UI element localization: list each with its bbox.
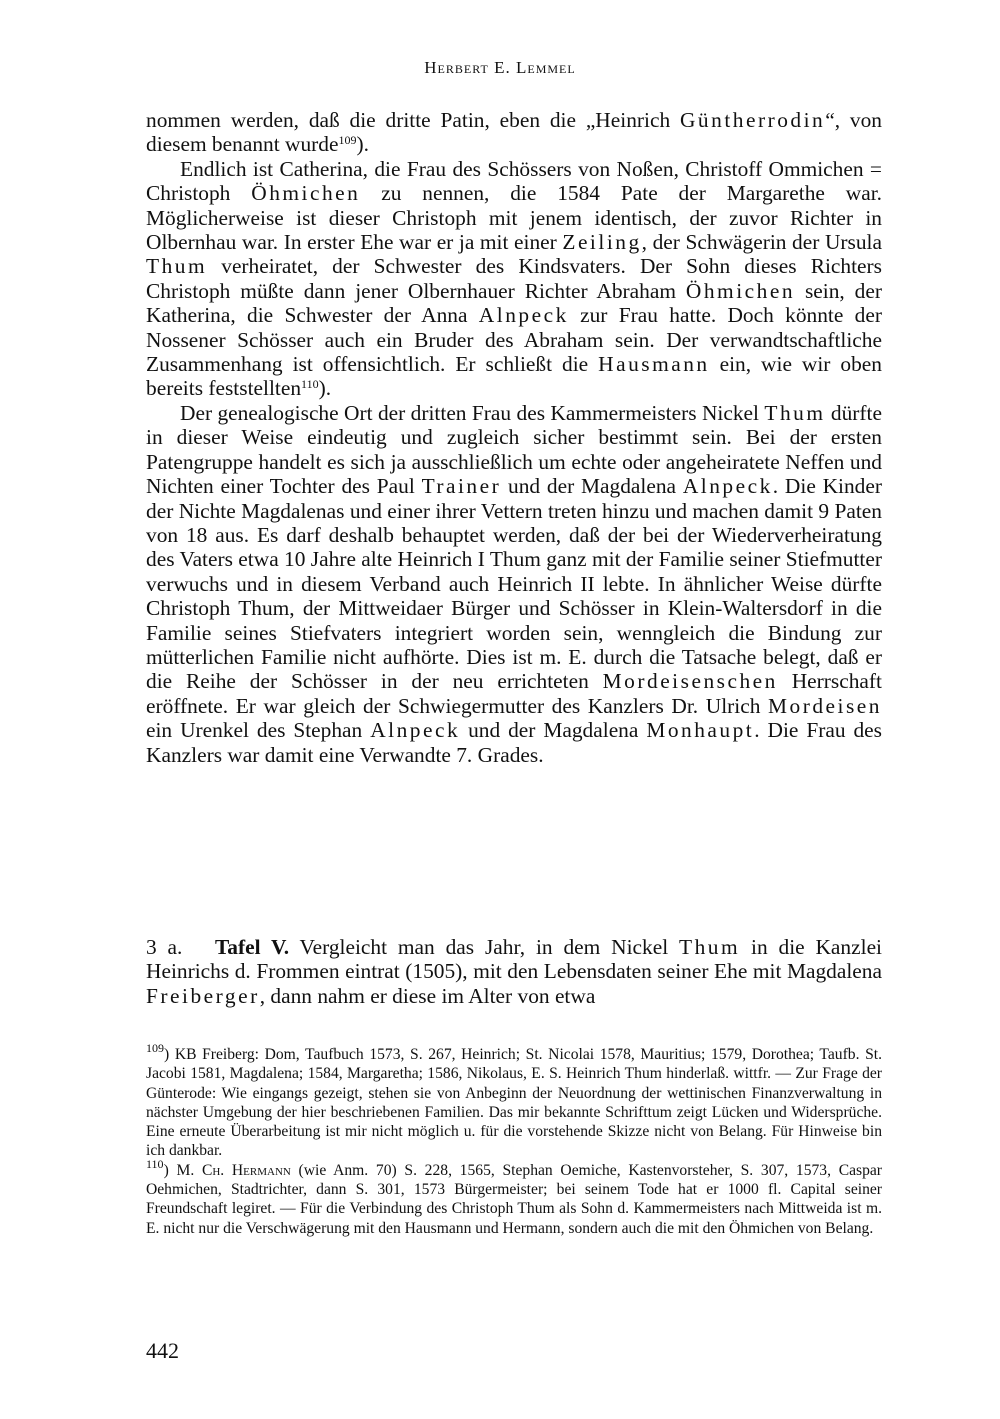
text-run: ). (356, 132, 369, 157)
text-run: Der genealogische Ort der dritten Frau des Kammermeisters Nickel (180, 400, 765, 425)
footnotes (146, 1041, 883, 1238)
spaced-name: Monhaupt (646, 718, 755, 743)
paragraph-catherina (146, 157, 882, 401)
text-run: , dann nahm er diese im Alter von etwa (259, 983, 596, 1008)
footnote-text: ) KB Freiberg: Dom, Taufbuch 1573, S. 267, Heinrich; St. Nicolai 1578, Mauritius; 1579, Dorothea; Taufb. St. Jacobi 1581, Magdalena; 1584, Margaretha; 1586, Nikolaus, E. S. Heinrich Thum hinderlaß. wittfr. — Zur Frage der Günterode: Wie eingangs gezeigt, stehen sie von Anbeginn der Neuordnung der wettinischen Finanzverwaltung in nächster Umgebung der hier beschriebenen Familien. Das mir bekannte Schrifttum zeigt Lücken und Widersprüche. Eine erneute Überarbeitung ist mir nicht möglich u. für die vorstehende Skizze nicht von Belang. Für Hinweise bin ich dankbar. (146, 1046, 882, 1160)
text-run: , der Schwägerin der Ursula (641, 230, 882, 255)
text-run: sein, der Katherina, die Schwester der Anna (146, 278, 882, 328)
text-run: “, von diesem benannt wurde (146, 108, 882, 157)
spaced-name: Thum (146, 254, 208, 279)
text-run: verheiratet, der Schwester des Kindsvaters. Der Sohn dieses Richters Christoph müßte dann jener Olbernhauer Richter Abraham (146, 254, 882, 303)
text-run: ein, wie wir oben bereits feststellten (146, 352, 882, 401)
footnote-text: (wie Anm. 70) S. 228, 1565, Stephan Oemiche, Kastenvorsteher, S. 307, 1573, Caspar Oehmichen, Stadtrichter, dann S. 301, 1573 Bürgermeister; bei seinem Tode hat er 1000 fl. Capital seiner Freundschaft legiret. — Für die Verbindung des Christoph Thum als Sohn d. Kammermeisters nach Mittweida ist m. E. nicht nur die Verschwägerung mit den Hausmann und Hermann, sondern auch die mit den Öhmichen von Belang. (146, 1161, 883, 1237)
spaced-name: Trainer (421, 474, 502, 499)
section-3a (146, 935, 882, 1008)
paragraph-tafel-v (146, 935, 882, 1008)
text-run: und der Magdalena (460, 718, 647, 743)
running-header: Herbert E. Lemmel (424, 58, 576, 77)
spaced-name: Freiberger (146, 983, 260, 1008)
spaced-name: Hausmann (598, 352, 710, 377)
text-run: zur Frau hatte. Doch könnte der Nossener Schösser auch ein Bruder des Abraham sein. Der verwandtschaftliche Zusammenhang ist offensichtlich. Er schließt die (146, 303, 882, 377)
footnote-marker: 109 (146, 1041, 164, 1055)
spaced-name: Mordeisen (768, 693, 882, 718)
paragraph-genealogy (146, 401, 882, 767)
spaced-name: Thum (679, 935, 741, 959)
footnote-109 (146, 1041, 882, 1161)
text-run: Vergleicht man das Jahr, in dem Nickel (289, 935, 680, 959)
text-run: Endlich ist Catherina, die Frau des Schössers von Noßen, Christoff Ommichen = Christoph (146, 156, 882, 206)
author-name: Ch. Hermann (201, 1161, 291, 1179)
footnote-110 (146, 1156, 883, 1238)
footnote-marker: 110 (146, 1156, 164, 1171)
spaced-name: Öhmichen (685, 278, 796, 303)
text-run: dürfte in dieser Weise eindeutig und zugleich sicher bestimmt sein. Bei der ersten Patengruppe handelt es sich ja ausschließlich um echte oder angeheiratete Neffen und Nichten einer Tochter des Paul (146, 400, 882, 499)
section-title: Tafel V. (214, 935, 290, 959)
text-run: . Die Kinder der Nichte Magdalenas und einer ihrer Vettern treten hinzu und machen damit 9 Paten von 18 aus. Es darf deshalb behauptet werden, daß der bei der Wiederverheiratung des Vaters etwa 10 Jahre alte Heinrich I Thum ganz mit der Familie seiner Stiefmutter verwuchs und in diesem Verband auch Heinrich II lebte. In ähnlicher Weise dürfte Christoph Thum, der Mittweidaer Bürger und Schösser in Klein-Waltersdorf in die Familie seines Stiefvaters integriert worden sein, wenngleich die Bindung zur mütterlichen Familie nicht aufhörte. Dies ist m. E. durch die Tatsache belegt, daß er die Reihe der Schösser in der neu errichteten (146, 474, 882, 694)
text-run: . Die Frau des Kanzlers war damit eine Verwandte 7. Grades. (146, 718, 882, 767)
text-run: in die Kanzlei Heinrichs d. Frommen eintrat (1505), mit den Lebensdaten seiner Ehe mit Magdalena (146, 935, 883, 984)
spaced-name: Güntherrodin (679, 108, 826, 132)
paragraph-continuation (146, 108, 882, 157)
spaced-name: Mordeisenschen (602, 669, 778, 694)
footnote-text: ) M. (163, 1161, 202, 1179)
spaced-name: Öhmichen (251, 181, 361, 206)
spaced-name: Zeiling (562, 230, 642, 255)
main-text (146, 108, 882, 767)
footnote-ref-110[interactable]: 110 (301, 377, 319, 392)
footnote-ref-109[interactable]: 109 (338, 133, 357, 148)
text-run: ). (318, 376, 332, 401)
spaced-name: Alnpeck (370, 718, 461, 743)
page-number: 442 (146, 1338, 179, 1363)
text-run: nommen werden, daß die dritte Patin, eben die „Heinrich (146, 108, 680, 132)
text-run: zu nennen, die 1584 Pate der Margarethe war. Möglicherweise ist dieser Christoph mit jenem identisch, der zuvor Richter in Olbernhau war. In erster Ehe war er ja mit einer (146, 181, 882, 255)
spaced-name: Thum (764, 400, 826, 425)
text-run: ein Urenkel des Stephan (146, 718, 371, 743)
text-run: Herrschaft eröffnete. Er war gleich der Schwiegermutter des Kanzlers Dr. Ulrich (146, 669, 882, 718)
text-run: und der Magdalena (501, 474, 683, 499)
spaced-name: Alnpeck (478, 303, 569, 328)
spaced-name: Alnpeck (682, 474, 773, 499)
section-number: 3 a. (146, 935, 183, 959)
